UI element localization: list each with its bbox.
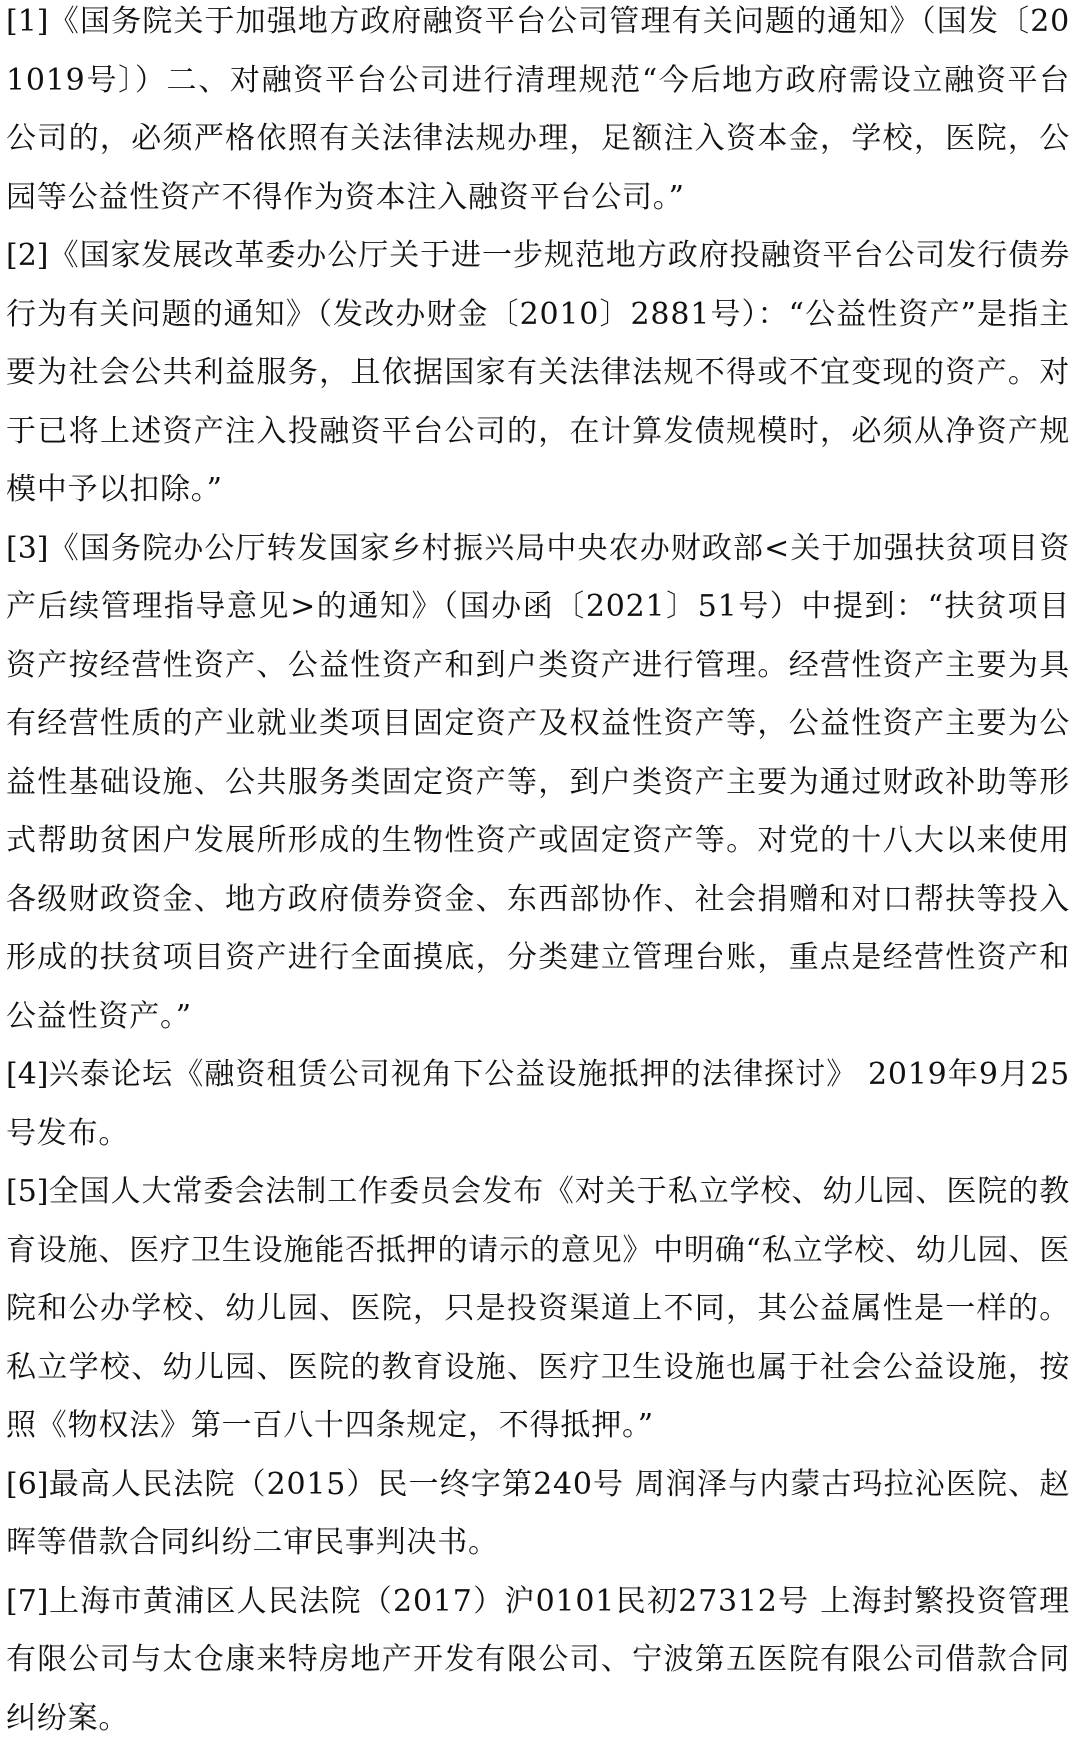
footnote-4 [6, 1046, 1070, 1163]
footnote-text: 《国家发展改革委办公厅关于进一步规范地方政府投融资平台公司发行债券行为有关问题的通知》（发改办财金〔2010〕2881号）：“公益性资产”是指主要为社会公共利益服务，且依据国家有关法律法规不得或不宜变现的资产。对于已将上述资产注入投融资平台公司的，在计算发债规模时，必须从净资产规模中予以扣除。” [6, 238, 1070, 507]
footnote-text: 上海市黄浦区人民法院（2017）沪0101民初27312号 上海封繁投资管理有限公司与太仓康来特房地产开发有限公司、宁波第五医院有限公司借款合同纠纷案。 [6, 1584, 1070, 1736]
footnote-index: [6] [6, 1467, 49, 1502]
footnote-index: [7] [6, 1584, 49, 1619]
footnote-3 [6, 520, 1070, 1047]
footnote-6 [6, 1456, 1070, 1573]
footnote-index: [5] [6, 1174, 49, 1209]
footnote-index: [1] [6, 4, 49, 39]
footnote-2 [6, 227, 1070, 520]
footnote-text: 最高人民法院（2015）民一终字第240号 周润泽与内蒙古玛拉沁医院、赵晖等借款合同纠纷二审民事判决书。 [6, 1467, 1070, 1561]
footnote-index: [4] [6, 1057, 49, 1092]
footnote-index: [2] [6, 238, 49, 273]
footnote-text: 《国务院办公厅转发国家乡村振兴局中央农办财政部<关于加强扶贫项目资产后续管理指导意见>的通知》（国办函〔2021〕51号）中提到：“扶贫项目资产按经营性资产、公益性资产和到户类资产进行管理。经营性资产主要为具有经营性质的产业就业类项目固定资产及权益性资产等，公益性资产主要为公益性基础设施、公共服务类固定资产等，到户类资产主要为通过财政补助等形式帮助贫困户发展所形成的生物性资产或固定资产等。对党的十八大以来使用各级财政资金、地方政府债券资金、东西部协作、社会捐赠和对口帮扶等投入形成的扶贫项目资产进行全面摸底，分类建立管理台账，重点是经营性资产和公益性资产。” [6, 531, 1070, 1034]
footnote-text: 兴泰论坛《融资租赁公司视角下公益设施抵押的法律探讨》 2019年9月25号发布。 [6, 1057, 1070, 1151]
footnote-index: [3] [6, 531, 49, 566]
footnote-1 [6, 0, 1070, 227]
footnote-7 [6, 1573, 1070, 1748]
footnote-text: 《国务院关于加强地方政府融资平台公司管理有关问题的通知》（国发〔201019号〕）二、对融资平台公司进行清理规范“今后地方政府需设立融资平台公司的，必须严格依照有关法律法规办理，足额注入资本金，学校，医院，公园等公益性资产不得作为资本注入融资平台公司。” [6, 4, 1070, 215]
footnote-text: 全国人大常委会法制工作委员会发布《对关于私立学校、幼儿园、医院的教育设施、医疗卫生设施能否抵押的请示的意见》中明确“私立学校、幼儿园、医院和公办学校、幼儿园、医院，只是投资渠道上不同，其公益属性是一样的。私立学校、幼儿园、医院的教育设施、医疗卫生设施也属于社会公益设施，按照《物权法》第一百八十四条规定，不得抵押。” [6, 1174, 1070, 1443]
footnote-5 [6, 1163, 1070, 1456]
